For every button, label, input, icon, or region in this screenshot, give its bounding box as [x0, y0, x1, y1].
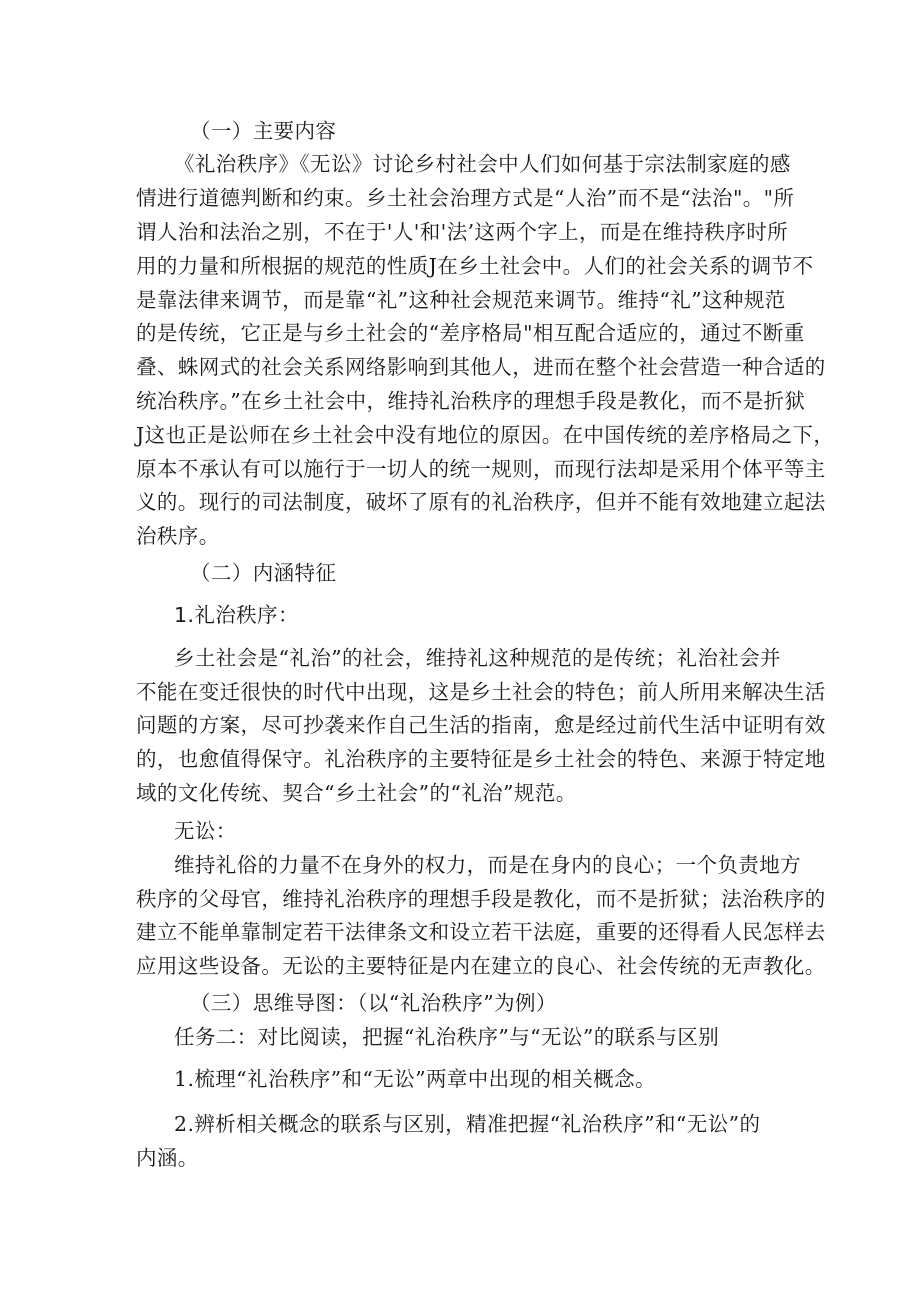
paragraph-line: 《礼治秩序》《无讼》讨论乡村社会中人们如何基于宗法制家庭的感 [174, 152, 791, 176]
paragraph-line: 谓人治和法治之别，不在于'人'和'法’这两个字上，而是在维持秩序时所 [136, 220, 789, 244]
paragraph-line: 义的。现行的司法制度，破坏了原有的礼治秩序，但并不能有效地建立起法 [136, 490, 826, 514]
paragraph-line: 用的力量和所根据的规范的性质J在乡土社会中。人们的社会关系的调节不 [136, 254, 814, 278]
paragraph-line: 的，也愈值得保守。礼治秩序的主要特征是乡土社会的特色、来源于特定地 [136, 747, 826, 771]
paragraph-line: 是靠法律来调节，而是靠“礼”这种社会规范来调节。维持“礼”这种规范 [136, 288, 786, 312]
paragraph-line: 原本不承认有可以施行于一切人的统一规则，而现行法却是采用个体平等主 [136, 457, 826, 481]
paragraph-line: J这也正是讼师在乡土社会中没有地位的原因。在中国传统的差序格局之下， [136, 423, 835, 447]
paragraph-line: 秩序的父母官，维持礼治秩序的理想手段是教化，而不是折狱；法治秩序的 [136, 887, 826, 911]
paragraph-line: 不能在变迁很快的时代中出现，这是乡土社会的特色；前人所用来解决生活 [136, 680, 826, 704]
paragraph-line: 建立不能单靠制定若干法律条文和设立若干法庭，重要的还得看人民怎样去 [136, 920, 826, 944]
subheading-rites-order: 1.礼治秩序： [174, 603, 299, 627]
heading-mind-map: （三）思维导图：（以“礼治秩序”为例） [190, 991, 557, 1015]
paragraph-line: 域的文化传统、契合“乡土社会”的“礼治”规范。 [136, 781, 577, 805]
paragraph-line: 应用这些设备。无讼的主要特征是内在建立的良心、社会传统的无声教化。 [136, 954, 826, 978]
paragraph-line: 情进行道德判断和约束。乡土社会治理方式是“人治”而不是“法治"。"所 [136, 186, 795, 210]
subheading-no-litigation: 无讼： [174, 819, 237, 843]
heading-main-content: （一）主要内容 [190, 119, 337, 143]
paragraph-line: 治秩序。 [136, 524, 220, 548]
task-item-1: 1.梳理“礼治秩序”和“无讼”两章中出现的相关概念。 [174, 1067, 656, 1091]
paragraph-line: 内涵。 [136, 1146, 199, 1170]
task-two-heading: 任务二：对比阅读，把握“礼治秩序”与“无讼”的联系与区别 [174, 1025, 720, 1049]
paragraph-line: 的是传统，它正是与乡土社会的“差序格局"相互配合适应的，通过不断重 [136, 321, 805, 345]
paragraph-line: 问题的方案，尽可抄袭来作自己生活的指南，愈是经过前代生活中证明有效 [136, 713, 826, 737]
paragraph-line: 叠、蛛网式的社会关系网络影响到其他人，进而在整个社会营造一种合适的 [136, 355, 826, 379]
task-item-2: 2.辨析相关概念的联系与区别，精准把握“礼治秩序”和“无讼”的 [174, 1112, 761, 1136]
paragraph-line: 维持礼俗的力量不在身外的权力，而是在身内的良心；一个负责地方 [174, 853, 801, 877]
paragraph-line: 乡土社会是“礼治”的社会，维持礼这种规范的是传统；礼治社会并 [174, 646, 781, 670]
paragraph-line: 统冶秩序。”在乡土社会中，维持礼治秩序的理想手段是教化，而不是折狱 [136, 389, 806, 413]
heading-connotation: （二）内涵特征 [190, 561, 337, 585]
